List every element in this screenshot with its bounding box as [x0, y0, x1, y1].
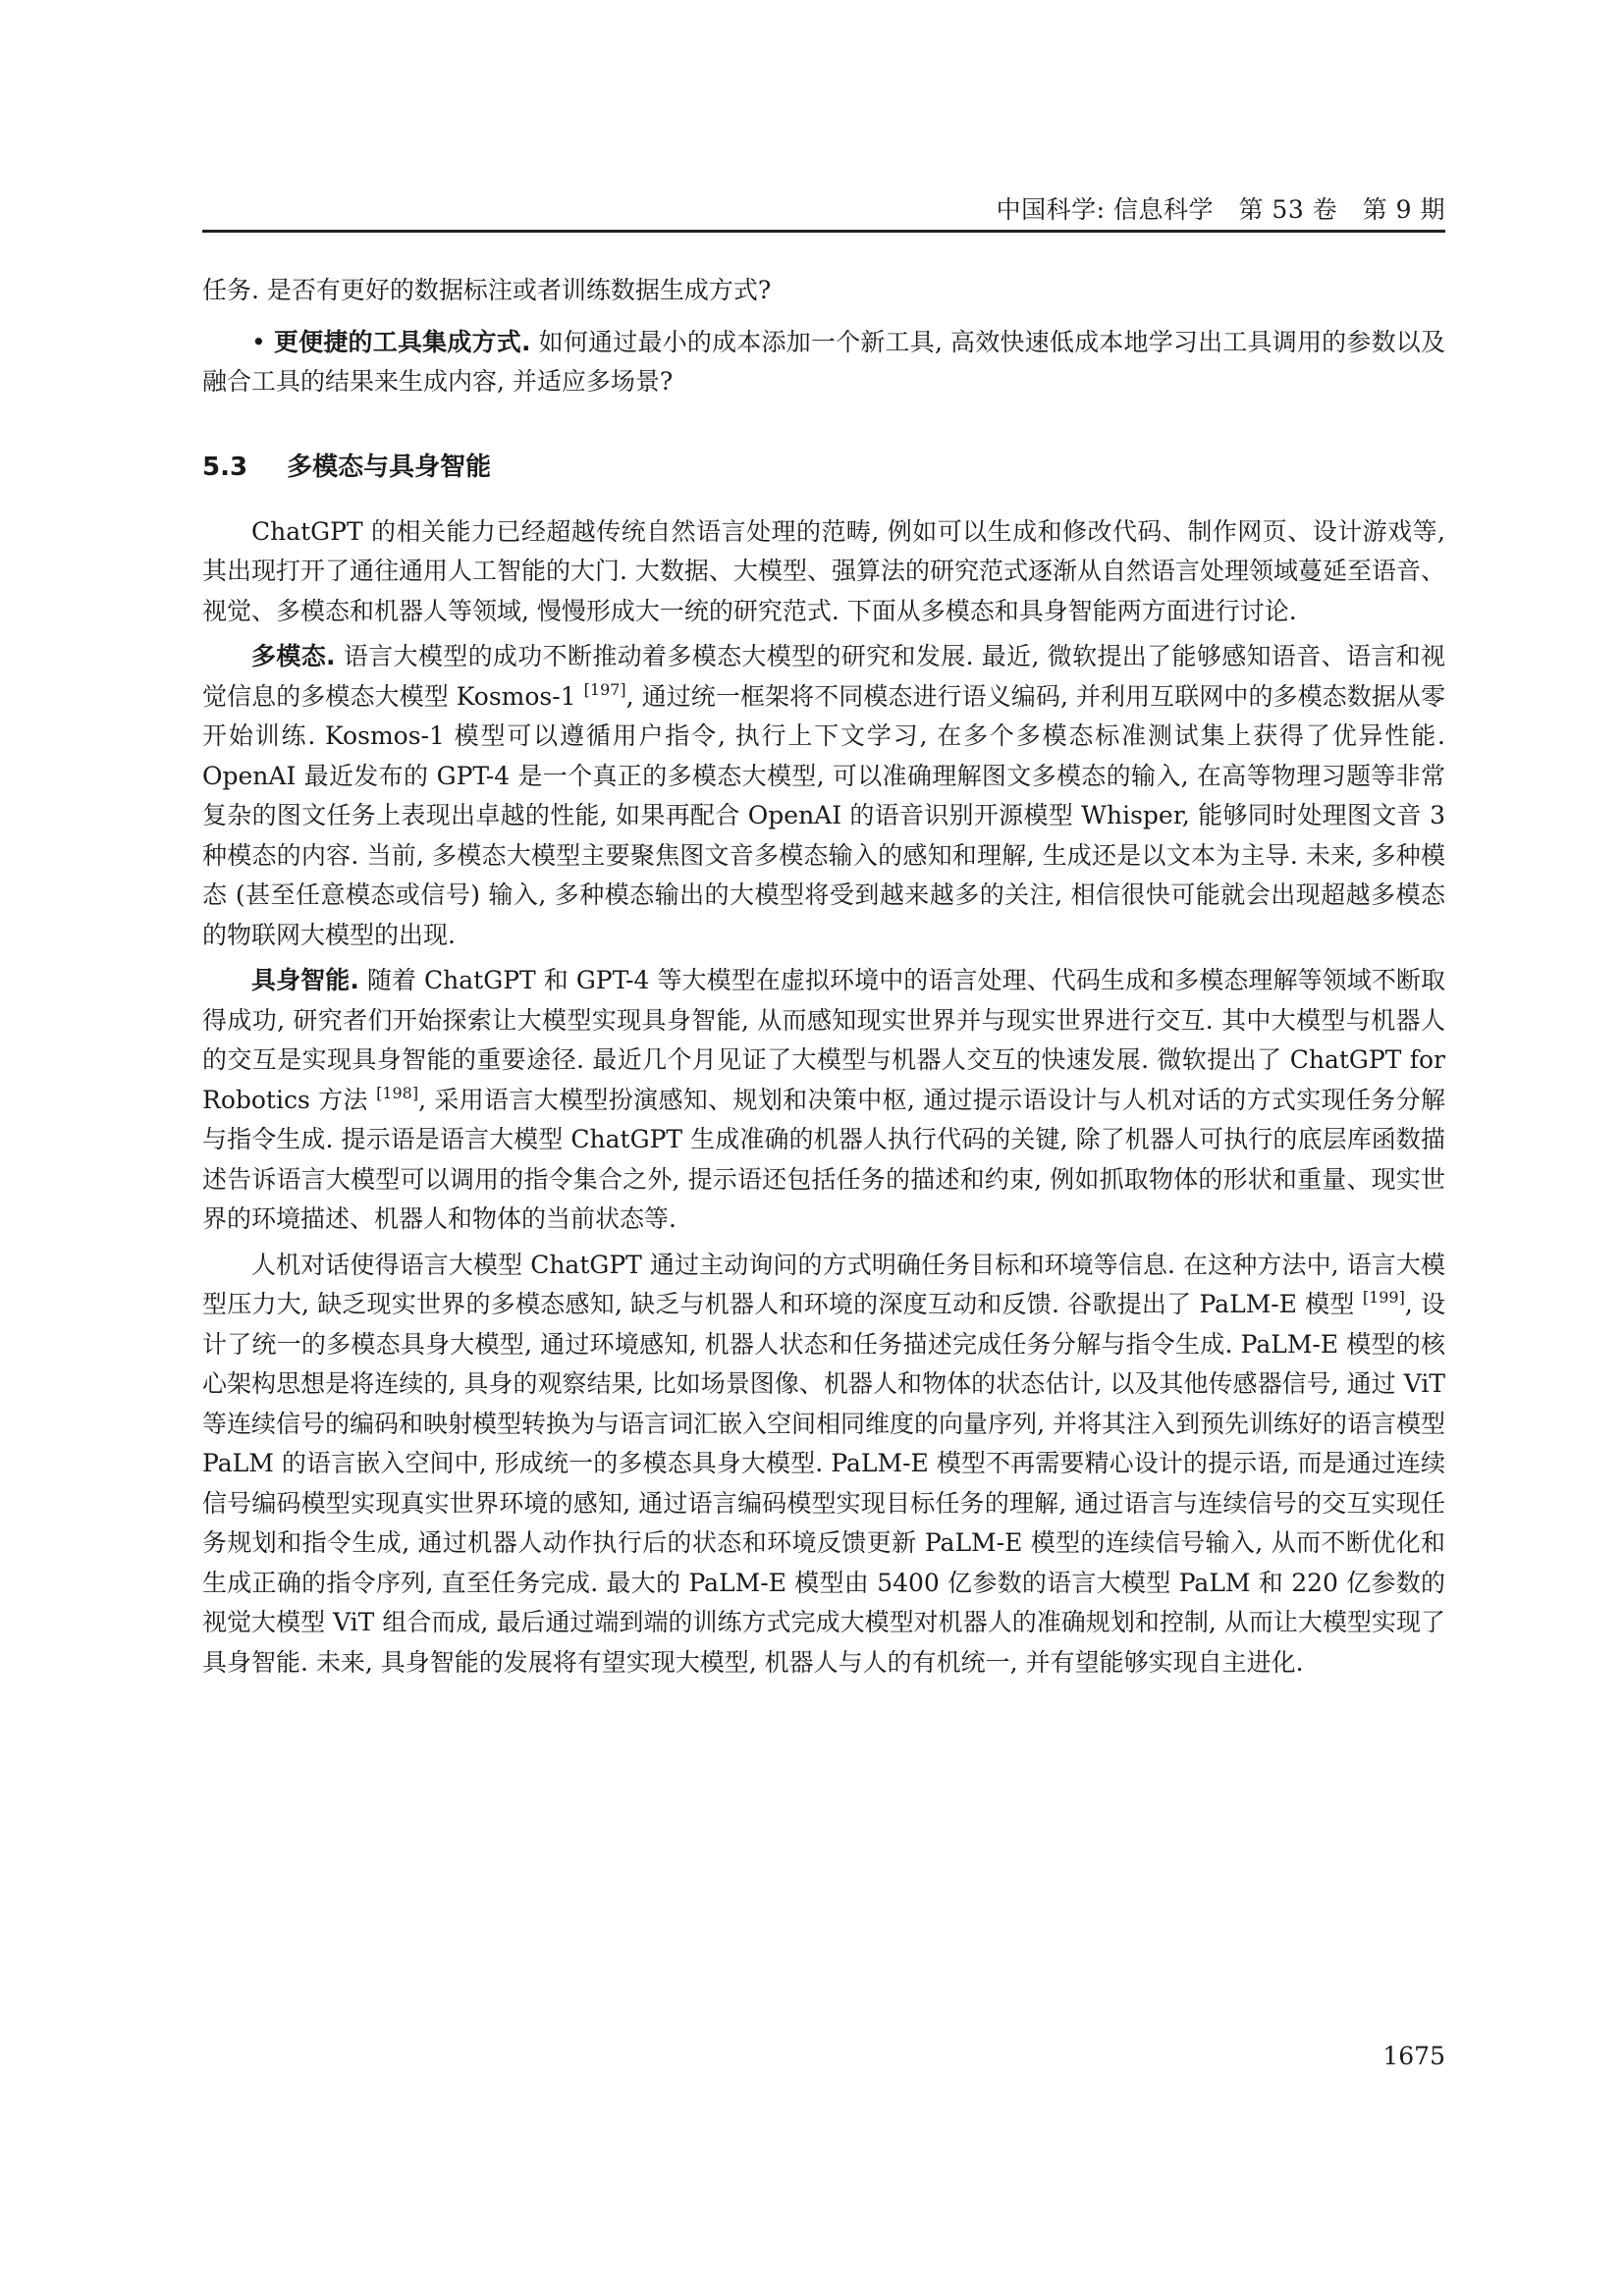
paragraph-text: 人机对话使得语言大模型 ChatGPT 通过主动询问的方式明确任务目标和环境等信息. 在这种方法中, 语言大模型压力大, 缺乏现实世界的多模态感知, 缺乏与机器人和环境的深度互动和反馈. 谷歌提出了 PaLM-E 模型 — [202, 1250, 1445, 1318]
page-header — [202, 187, 1445, 233]
page-number: 1675 — [1382, 2042, 1445, 2070]
citation-ref: [197] — [583, 679, 626, 699]
running-head: 中国科学: 信息科学 第 53 卷 第 9 期 — [996, 195, 1445, 224]
paragraph-text: , 通过统一框架将不同模态进行语义编码, 并利用互联网中的多模态数据从零开始训练. Kosmos-1 模型可以遵循用户指令, 执行上下文学习, 在多个多模态标准测试集上获得了优异性能. OpenAI 最近发布的 GPT-4 是一个真正的多模态大模型, 可以准确理解图文多模态的输入, 在高等物理习题等非常复杂的图文任务上表现出卓越的性能, 如果再配合 OpenAI 的语音识别开源模型 Whisper, 能够同时处理图文音 3 种模态的内容. 当前, 多模态大模型主要聚焦图文音多模态输入的感知和理解, 生成还是以文本为主导. 未来, 多种模态 (甚至任意模态或信号) 输入, 多种模态输出的大模型将受到越来越多的关注, 相信很快可能就会出现超越多模态的物联网大模型的出现. — [202, 681, 1445, 949]
paragraph-title-multimodal: 多模态. — [251, 642, 336, 670]
paragraph-text: , 采用语言大模型扮演感知、规划和决策中枢, 通过提示语设计与人机对话的方式实现任务分解与指令生成. 提示语是语言大模型 ChatGPT 生成准确的机器人执行代码的关键, 除了机器人可执行的底层库函数描述告诉语言大模型可以调用的指令集合之外, 提示语还包括任务的描述和约束, 例如抓取物体的形状和重量、现实世界的环境描述、机器人和物体的当前状态等. — [202, 1085, 1445, 1233]
article-body — [202, 271, 1445, 1682]
section-number: 5.3 — [202, 452, 248, 482]
paragraph-intro: ChatGPT 的相关能力已经超越传统自然语言处理的范畴, 例如可以生成和修改代码、制作网页、设计游戏等, 其出现打开了通往通用人工智能的大门. 大数据、大模型、强算法的研究范式逐渐从自然语言处理领域蔓延至语音、视觉、多模态和机器人等领域, 慢慢形成大一统的研究范式. 下面从多模态和具身智能两方面进行讨论. — [202, 516, 1445, 625]
paragraph-embodied — [202, 961, 1445, 1240]
paragraph-text: , 设计了统一的多模态具身大模型, 通过环境感知, 机器人状态和任务描述完成任务分解与指令生成. PaLM-E 模型的核心架构思想是将连续的, 具身的观察结果, 比如场景图像、机器人和物体的状态估计, 以及其他传感器信号, 通过 ViT 等连续信号的编码和映射模型转换为与语言词汇嵌入空间相同维度的向量序列, 并将其注入到预先训练好的语言模型 PaLM 的语言嵌入空间中, 形成统一的多模态具身大模型. PaLM-E 模型不再需要精心设计的提示语, 而是通过连续信号编码模型实现真实世界环境的感知, 通过语言编码模型实现目标任务的理解, 通过语言与连续信号的交互实现任务规划和指令生成, 通过机器人动作执行后的状态和环境反馈更新 PaLM-E 模型的连续信号输入, 从而不断优化和生成正确的指令序列, 直至任务完成. 最大的 PaLM-E 模型由 5400 亿参数的语言大模型 PaLM 和 220 亿参数的视觉大模型 ViT 组合而成, 最后通过端到端的训练方式完成大模型对机器人的准确规划和控制, 从而让大模型实现了具身智能. 未来, 具身智能的发展将有望实现大模型, 机器人与人的有机统一, 并有望能够实现自主进化. — [202, 1290, 1445, 1677]
bullet-title: 更便捷的工具集成方式. — [273, 327, 531, 356]
bullet-text: 如何通过最小的成本添加一个新工具, 高效快速低成本地学习出工具调用的参数以及融合工具的结果来生成内容, 并适应多场景? — [202, 327, 1446, 396]
citation-ref: [198] — [376, 1083, 419, 1102]
citation-ref: [199] — [1362, 1288, 1405, 1307]
paragraph-multimodal — [202, 637, 1445, 955]
paragraph-text: 随着 ChatGPT 和 GPT-4 等大模型在虚拟环境中的语言处理、代码生成和多模态理解等领域不断取得成功, 研究者们开始探索让大模型实现具身智能, 从而感知现实世界并与现实世界进行交互. 其中大模型与机器人的交互是实现具身智能的重要途径. 最近几个月见证了大模型与机器人交互的快速发展. 微软提出了 ChatGPT for Robotics 方法 — [202, 966, 1445, 1114]
section-heading — [202, 448, 1445, 487]
bullet-marker: • — [251, 327, 274, 356]
paragraph-continued: 任务. 是否有更好的数据标注或者训练数据生成方式? — [202, 276, 772, 304]
bullet-item-tool-integration — [202, 323, 1445, 402]
paragraph-text: 语言大模型的成功不断推动着多模态大模型的研究和发展. 最近, 微软提出了能够感知语音、语言和视觉信息的多模态大模型 Kosmos-1 — [202, 642, 1445, 711]
section-title: 多模态与具身智能 — [287, 452, 492, 482]
paragraph-palm-e — [202, 1246, 1445, 1683]
paragraph-title-embodied: 具身智能. — [251, 966, 359, 994]
